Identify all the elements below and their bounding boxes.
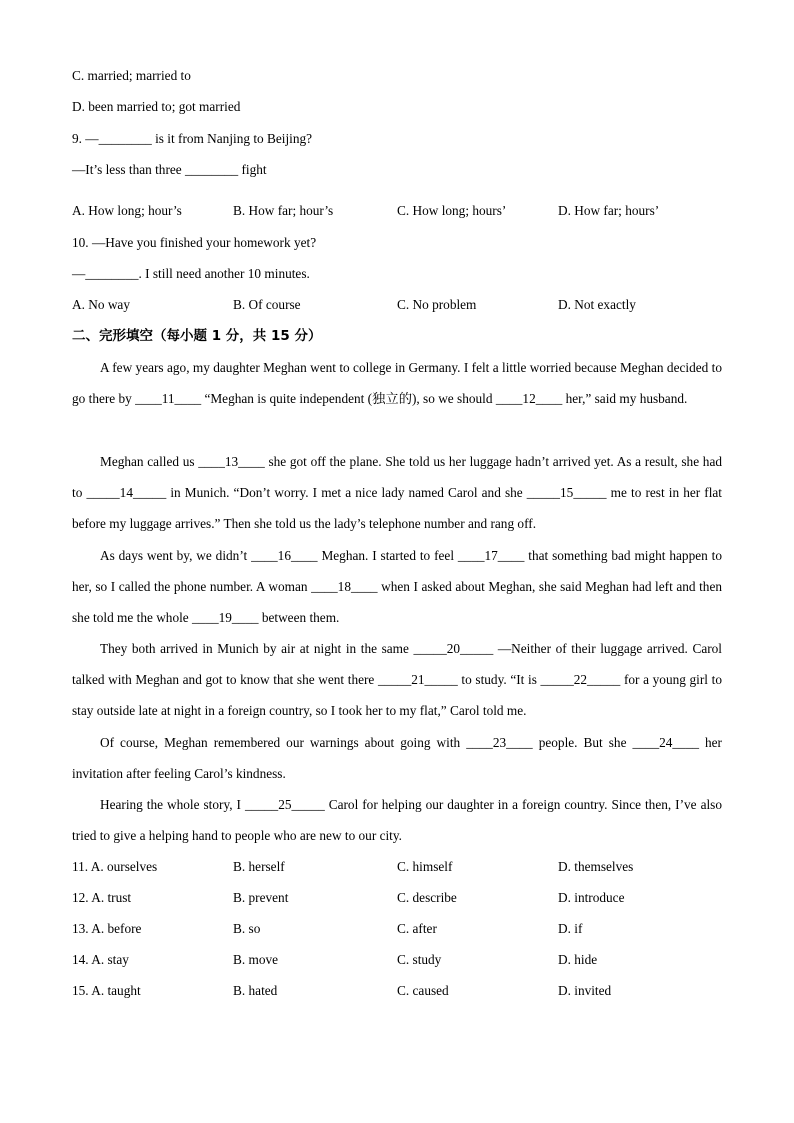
q10-answer-line: —________. I still need another 10 minutes.: [72, 266, 310, 281]
q8-option-d: D. been married to; got married: [72, 99, 241, 114]
option-c: C. How long; hours’: [397, 203, 507, 218]
option-b: B. move: [233, 952, 279, 967]
paragraph-text: Hearing the whole story, I _____25_____ Carol for helping our daughter in a foreign country. Since then, I’ve also tried to give a helping hand to people who are new to our city.: [72, 797, 722, 843]
passage-paragraph-4: [72, 633, 722, 726]
q9-answer-line: —It’s less than three ________ fight: [72, 162, 267, 177]
paragraph-text: A few years ago, my daughter Meghan went to college in Germany. I felt a little worried because Meghan decided to go there by ____11____ “Meghan is quite independent (独立的), so we should ____12____ her,” said my husband.: [72, 360, 722, 406]
option-b: B. Of course: [233, 297, 301, 312]
cloze-options-13: [72, 920, 732, 938]
passage-paragraph-6: [72, 789, 722, 851]
paragraph-text: Meghan called us ____13____ she got off the plane. She told us her luggage hadn’t arrived yet. As a result, she had to _____14_____ in Munich. “Don’t worry. I met a nice lady named Carol and she _____15_____ me to rest in her flat before my luggage arrives.” Then she told us the lady’s telephone number and rang off.: [72, 454, 722, 531]
paragraph-text: They both arrived in Munich by air at night in the same _____20_____ —Neither of their luggage arrived. Carol talked with Meghan and got to know that she went there _____21_____ to study. “It is _____22_____ for a young girl to stay outside late at night in a foreign country, so I took her to my flat,” Carol told me.: [72, 641, 722, 718]
option-c: C. No problem: [397, 297, 477, 312]
option-c: C. caused: [397, 983, 449, 998]
option-c: C. himself: [397, 859, 453, 874]
option-d: D. hide: [558, 952, 598, 967]
q10-question: 10. —Have you finished your homework yet?: [72, 235, 317, 250]
option-a: 14. A. stay: [72, 952, 129, 967]
option-c: C. describe: [397, 890, 457, 905]
paragraph-text: Of course, Meghan remembered our warnings about going with ____23____ people. But she ____24____ her invitation after feeling Carol’s kindness.: [72, 735, 722, 781]
option-d: D. invited: [558, 983, 612, 998]
cloze-options-12: [72, 889, 732, 907]
option-d: D. themselves: [558, 859, 634, 874]
option-d: D. How far; hours’: [558, 203, 660, 218]
option-a: 15. A. taught: [72, 983, 141, 998]
option-a: A. How long; hour’s: [72, 203, 182, 218]
q10-options: [72, 296, 732, 314]
q9-question: 9. —________ is it from Nanjing to Beijing?: [72, 131, 313, 146]
option-d: D. Not exactly: [558, 297, 636, 312]
cloze-options-15: [72, 982, 732, 1000]
option-d: D. if: [558, 921, 583, 936]
passage-paragraph-5: [72, 727, 722, 789]
option-c: C. after: [397, 921, 437, 936]
passage-paragraph-3: [72, 540, 722, 633]
option-b: B. herself: [233, 859, 285, 874]
option-b: B. so: [233, 921, 261, 936]
q9-options: [72, 202, 732, 220]
option-b: B. prevent: [233, 890, 289, 905]
cloze-options-14: [72, 951, 732, 969]
option-a: 12. A. trust: [72, 890, 132, 905]
section-heading: 二、完形填空（每小题 1 分，共 15 分）: [72, 328, 322, 344]
cloze-options-11: [72, 858, 732, 876]
option-d: D. introduce: [558, 890, 625, 905]
passage-paragraph-1: [72, 352, 722, 414]
option-b: B. How far; hour’s: [233, 203, 334, 218]
option-a: A. No way: [72, 297, 130, 312]
option-a: 13. A. before: [72, 921, 142, 936]
passage-paragraph-2: [72, 446, 722, 539]
paragraph-text: As days went by, we didn’t ____16____ Meghan. I started to feel ____17____ that something bad might happen to her, so I called the phone number. A woman ____18____ when I asked about Meghan, she said Meghan had left and then she told me the whole ____19____ between them.: [72, 548, 722, 625]
option-a: 11. A. ourselves: [72, 859, 158, 874]
option-b: B. hated: [233, 983, 278, 998]
q8-option-c: C. married; married to: [72, 68, 191, 83]
option-c: C. study: [397, 952, 442, 967]
